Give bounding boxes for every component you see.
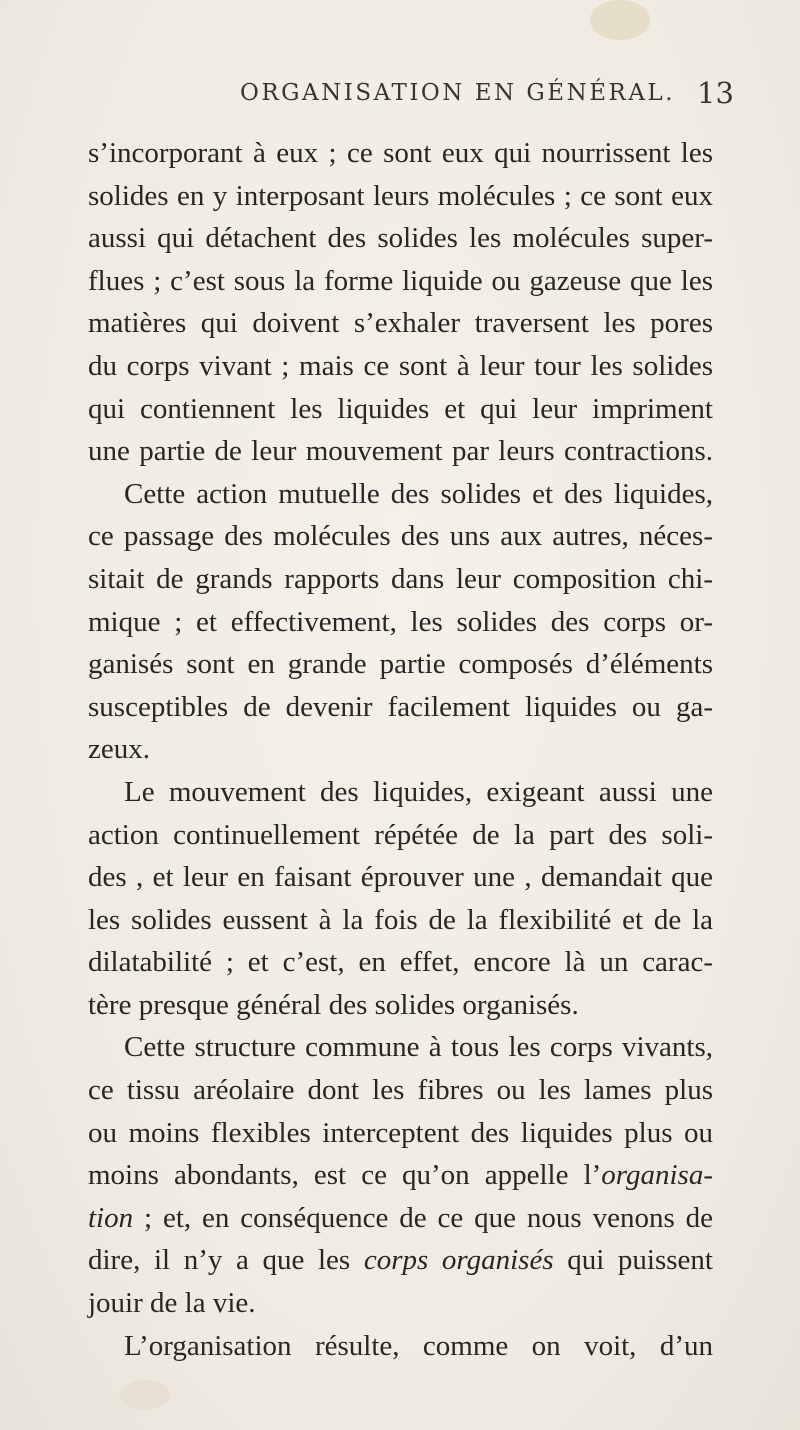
- text-line: s’incorporant à eux ; ce sont eux qui nourrissent les: [88, 137, 713, 169]
- text-line: matières qui doivent s’exhaler traversent les pores: [88, 307, 713, 340]
- page-number: 13: [697, 76, 734, 110]
- italic-term: corps organisés: [363, 1244, 554, 1277]
- text-line: aussi qui détachent des solides les molécules super-: [88, 222, 713, 255]
- text-line: [88, 1239, 713, 1282]
- text-segment: moins abondants, est ce qu’on appelle l’: [88, 1159, 602, 1192]
- text-line: [88, 1154, 713, 1197]
- text-segment: dire, il n’y a que les: [88, 1244, 364, 1277]
- text-line: susceptibles de devenir facilement liquides ou ga-: [88, 690, 713, 723]
- text-line: des , et leur en faisant éprouver une , demandait que: [88, 861, 713, 894]
- body-text: [88, 132, 713, 1367]
- text-line: action continuellement répétée de la part des soli-: [88, 818, 713, 851]
- text-line: les solides eussent à la fois de la flexibilité et de la: [88, 903, 713, 936]
- paragraph-start: Cette structure commune à tous les corps vivants,: [124, 1031, 713, 1064]
- text-line: [88, 1197, 713, 1240]
- paragraph-start: L’organisation résulte, comme on voit, d’un: [124, 1329, 713, 1362]
- running-head: ORGANISATION EN GÉNÉRAL.: [240, 80, 676, 106]
- text-line: sitait de grands rapports dans leur composition chi-: [88, 562, 713, 595]
- page-header: [0, 76, 800, 120]
- paragraph-start: Le mouvement des liquides, exigeant aussi une: [124, 775, 713, 808]
- text-line: solides en y interposant leurs molécules ; ce sont eux: [88, 179, 713, 212]
- italic-term: organisa-: [601, 1159, 713, 1192]
- text-line: une partie de leur mouvement par leurs contractions.: [88, 435, 713, 468]
- paper-stain: [590, 0, 650, 40]
- text-line: mique ; et effectivement, les solides des corps or-: [88, 605, 713, 638]
- text-line: qui contiennent les liquides et qui leur impriment: [88, 392, 713, 425]
- text-line: ce tissu aréolaire dont les fibres ou les lames plus: [88, 1074, 713, 1107]
- text-segment: qui puissent: [553, 1244, 713, 1277]
- text-line: ganisés sont en grande partie composés d’éléments: [88, 648, 713, 681]
- text-line: dilatabilité ; et c’est, en effet, encore là un carac-: [88, 946, 713, 979]
- text-line: tère presque général des solides organisés.: [88, 988, 579, 1021]
- text-line: zeux.: [88, 733, 150, 766]
- text-line: ce passage des molécules des uns aux autres, néces-: [88, 520, 713, 553]
- text-segment: ; et, en conséquence de ce que nous venons de: [133, 1201, 713, 1234]
- paragraph-start: Cette action mutuelle des solides et des liquides,: [124, 477, 713, 510]
- text-line: du corps vivant ; mais ce sont à leur tour les solides: [88, 349, 713, 382]
- italic-term: tion: [88, 1201, 134, 1234]
- paper-stain: [120, 1380, 170, 1410]
- text-line: jouir de la vie.: [88, 1287, 256, 1320]
- text-line: ou moins flexibles interceptent des liquides plus ou: [88, 1116, 713, 1149]
- text-line: flues ; c’est sous la forme liquide ou gazeuse que les: [88, 264, 713, 297]
